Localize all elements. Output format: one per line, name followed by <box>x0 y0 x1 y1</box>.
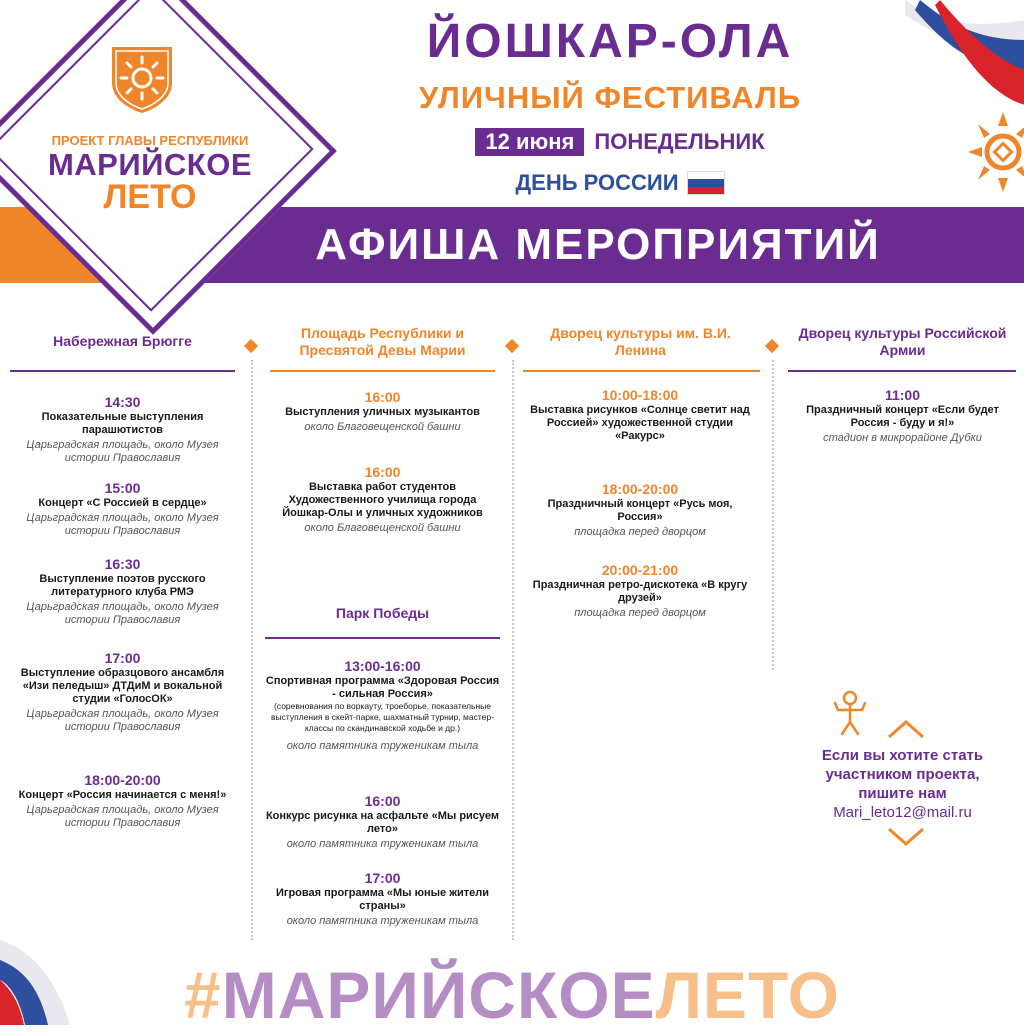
event-title: Конкурс рисунка на асфальте «Мы рисуем лето» <box>265 810 500 835</box>
event-item <box>10 393 235 465</box>
event-time: 16:00 <box>364 389 401 405</box>
event-place: стадион в микрорайоне Дубки <box>823 432 982 444</box>
event-title: Концерт «С Россией в сердце» <box>38 497 207 509</box>
col2-sub-rule <box>265 637 500 639</box>
hashtag-word2: ЛЕТО <box>655 958 840 1032</box>
date-badge: 12 июня <box>475 128 584 156</box>
event-item <box>10 555 235 627</box>
event-item <box>10 479 235 538</box>
event-title: Выступление поэтов русского литературного клуба РМЭ <box>39 573 206 598</box>
event-item <box>275 388 490 434</box>
col1-heading: Набережная Брюгге <box>53 333 192 349</box>
col2-heading: Площадь Республики и Пресвятой Девы Марии <box>299 325 466 358</box>
date-row <box>420 126 820 158</box>
col2-rule <box>270 370 495 372</box>
col3-heading: Дворец культуры им. В.И. Ленина <box>550 325 731 358</box>
russian-flag-icon <box>687 171 725 195</box>
event-place: около Благовещенской башни <box>304 421 461 433</box>
event-title: Выставка работ студентов Художественного училища города Йошкар-Олы и уличных художников <box>282 481 483 519</box>
holiday-title: ДЕНЬ РОССИИ <box>515 170 679 195</box>
event-place: около Благовещенской башни <box>304 522 461 534</box>
event-place: около памятника труженикам тыла <box>286 838 479 850</box>
col3-rule <box>523 370 760 372</box>
event-time: 17:00 <box>364 870 401 886</box>
cta-line: Если вы хотите стать <box>821 747 984 764</box>
event-time: 20:00-21:00 <box>601 562 679 578</box>
folk-figure-icon <box>830 688 870 738</box>
event-time: 16:00 <box>364 793 401 809</box>
event-title: Выступления уличных музыкантов <box>285 406 480 418</box>
cta-email[interactable]: Mari_leto12@mail.ru <box>833 804 972 821</box>
column-divider <box>772 360 774 670</box>
event-title: Выступление образцового ансамбля «Изи пеледыш» ДТДиМ и вокальной студии «ГолосОК» <box>20 667 225 705</box>
chevron-down-icon <box>886 826 926 848</box>
hashtag <box>0 955 1024 1035</box>
event-item <box>795 386 1010 445</box>
logo-subtitle: ПРОЕКТ ГЛАВЫ РЕСПУБЛИКИ <box>51 133 249 148</box>
hashtag-symbol: # <box>184 958 222 1032</box>
event-item <box>265 792 500 851</box>
event-title: Праздничная ретро-дискотека «В кругу друзей» <box>532 579 748 604</box>
event-place: Царьградская площадь, около Музея истории Православия <box>26 601 219 626</box>
col4-rule <box>788 370 1016 372</box>
holiday-row <box>440 167 800 199</box>
event-time: 16:00 <box>364 464 401 480</box>
event-time: 15:00 <box>104 480 141 496</box>
column-divider <box>512 360 514 940</box>
banner-title: АФИША МЕРОПРИЯТИЙ <box>315 220 881 269</box>
event-place: Царьградская площадь, около Музея истории Православия <box>26 512 219 537</box>
event-time: 14:30 <box>104 394 141 410</box>
event-place: около памятника труженикам тыла <box>286 740 479 752</box>
logo-title-line1: МАРИЙСКОЕ <box>47 147 253 182</box>
sun-shield-icon <box>109 43 175 115</box>
cta-text <box>790 746 1015 822</box>
event-place: Царьградская площадь, около Музея истории Православия <box>26 804 219 829</box>
event-title: Праздничный концерт «Русь моя, Россия» <box>547 498 733 523</box>
cta-line: пишите нам <box>858 785 947 802</box>
event-title: Выставка рисунков «Солнце светит над Россией» художественной студии «Ракурс» <box>530 404 750 442</box>
event-item <box>530 561 750 620</box>
event-title: Игровая программа «Мы юные жители страны» <box>275 887 490 912</box>
event-item <box>275 463 490 535</box>
event-item <box>530 386 750 443</box>
event-time: 18:00-20:00 <box>601 481 679 497</box>
event-place: около памятника труженикам тыла <box>286 915 479 927</box>
divider-diamond <box>505 339 519 353</box>
col4-heading: Дворец культуры Российской Армии <box>798 325 1007 358</box>
sun-ornament-icon <box>968 112 1024 192</box>
event-place: площадка перед дворцом <box>574 526 706 538</box>
event-title: Показательные выступления парашютистов <box>41 411 204 436</box>
logo-title-line2: ЛЕТО <box>103 178 197 216</box>
chevron-up-icon <box>886 718 926 740</box>
event-time: 18:00-20:00 <box>84 772 161 788</box>
col2-subheading: Парк Победы <box>335 605 430 621</box>
event-time: 13:00-16:00 <box>344 658 421 674</box>
event-title: Спортивная программа «Здоровая Россия - сильная Россия» <box>265 675 500 700</box>
weekday: ПОНЕДЕЛЬНИК <box>594 129 765 154</box>
event-item <box>10 649 235 734</box>
festival-title: УЛИЧНЫЙ ФЕСТИВАЛЬ <box>418 80 802 115</box>
divider-diamond <box>765 339 779 353</box>
event-item <box>265 869 500 928</box>
event-time: 10:00-18:00 <box>601 387 679 403</box>
event-title: Концерт «Россия начинается с меня!» <box>18 789 227 801</box>
event-item <box>530 480 750 539</box>
column-divider <box>251 360 253 940</box>
event-item <box>10 771 235 830</box>
event-time: 16:30 <box>104 556 141 572</box>
event-time: 17:00 <box>104 650 141 666</box>
event-title: Праздничный концерт «Если будет Россия - буду и я!» <box>806 404 999 429</box>
hashtag-word1: МАРИЙСКОЕ <box>221 958 656 1032</box>
divider-diamond <box>244 339 258 353</box>
flag-ribbon-top-right <box>895 0 1024 110</box>
col1-rule <box>10 370 235 372</box>
event-place: Царьградская площадь, около Музея истории Православия <box>26 708 219 733</box>
city-title: ЙОШКАР-ОЛА <box>426 15 794 68</box>
event-note: (соревнования по воркауту, троеборье, показательные выступления в скейт-парке, шахматный турнир, мастер-классы по скандинавской ходьбе и др.) <box>271 701 494 733</box>
event-item <box>265 657 500 753</box>
event-place: площадка перед дворцом <box>574 607 706 619</box>
event-time: 11:00 <box>884 387 921 403</box>
event-place: Царьградская площадь, около Музея истории Православия <box>26 439 219 464</box>
cta-line: участником проекта, <box>825 766 980 783</box>
